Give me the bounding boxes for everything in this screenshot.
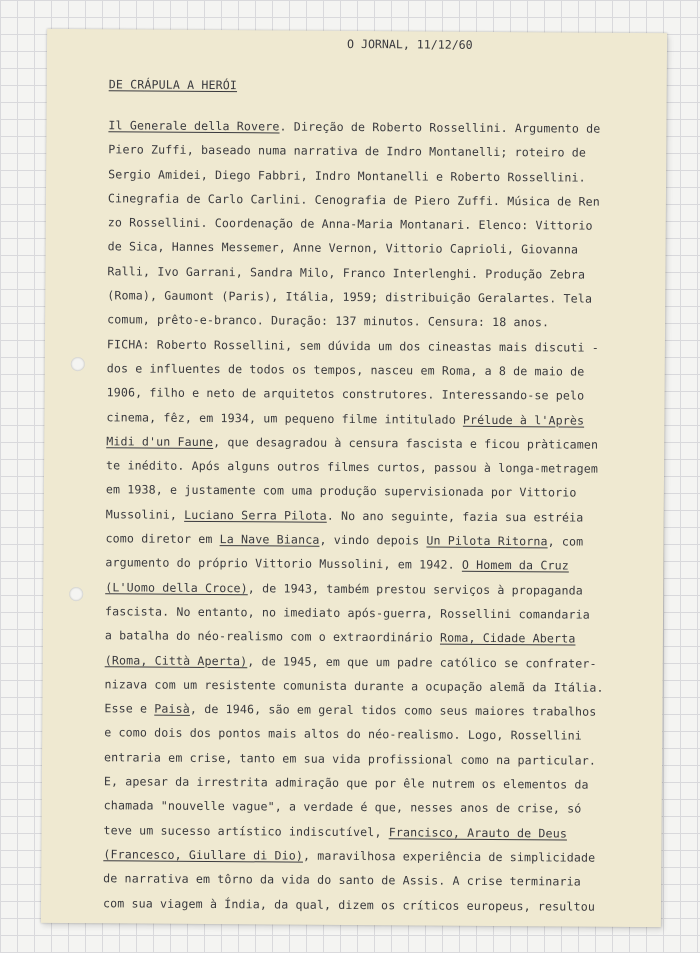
text-line: de narrativa em tôrno da vida do santo de Assis. A crise terminaria (103, 871, 581, 889)
text-span: argumento do próprio Vittorio Mussolini, em 1942. (105, 555, 462, 573)
text-line: Ralli, Ivo Garrani, Sandra Milo, Franco Interlenghi. Produção Zebra (107, 264, 586, 282)
text-line (106, 405, 658, 433)
text-line (103, 818, 655, 846)
text-line: em 1938, e justamente com uma produção supervisionada por Vittorio (105, 482, 577, 501)
text-line: E, apesar da irrestrita admiração que por êle nutrem os elementos da (103, 774, 589, 792)
film-title: O Homem da Cruz (461, 558, 569, 573)
text-line: 1906, filho e neto de arquitetos construtores. Interessando-se pelo (106, 385, 585, 403)
text-line (105, 575, 657, 603)
text-line (105, 648, 657, 676)
text-line: zo Rossellini. Coordenação de Anna-Maria Montanari. Elenco: Vittorio (107, 215, 593, 233)
text-line: de Sica, Hannes Messemer, Anne Vernon, Vittorio Caprioli, Giovanna (107, 239, 579, 258)
text-span: teve um sucesso artístico indiscutível, (103, 822, 389, 839)
text-span: como diretor em (105, 531, 220, 547)
text-span: a batalha do néo-realismo com o extraordinário (104, 628, 441, 645)
film-title: (L'Uomo della Croce) (105, 579, 248, 595)
text-line: chamada "nouvelle vague", a verdade é que, nesses anos de crise, só (103, 798, 582, 816)
title-text: DE CRÁPULA A HERÓI (108, 77, 238, 93)
text-span: . No ano seguinte, fazia sua estréia (326, 508, 584, 525)
film-title: Roma, Cidade Aberta (439, 630, 576, 646)
punch-hole (71, 357, 85, 371)
text-line: Sergio Amidei, Diego Fabbri, Indro Montanelli e Roberto Rossellini. (108, 166, 586, 185)
text-line: te inédito. Após alguns outros filmes curtos, passou à longa-metragem (106, 458, 599, 476)
film-title: Midi d'un Faune (106, 434, 214, 449)
source-date-header: O JORNAL, 11/12/60 (346, 36, 473, 52)
text-line: Cinegrafia de Carlo Carlini. Cenografia de Piero Zuffi. Música de Ren (107, 191, 600, 209)
text-span: , de 1943, também prestou serviços à propaganda (247, 580, 584, 598)
text-span: Mussolini, (105, 507, 185, 522)
text-line: FICHA: Roberto Rossellini, sem dúvida um dos cineastas mais discuti - (106, 336, 599, 355)
page-title (109, 77, 661, 95)
text-line: com sua viagem à Índia, da qual, dizem os críticos europeus, resultou (102, 895, 596, 914)
text-line (105, 623, 657, 651)
text-line: e como dois dos pontos mais altos do néo-realismo. Logo, Rossellini (104, 725, 582, 744)
text-line: entraria em crise, tanto em sua vida profissional como na particular. (103, 749, 597, 768)
text-span: , com (547, 534, 584, 549)
text-span: , maravilhosa experiência de simplicidade (302, 848, 596, 865)
film-title: (Francesco, Giullare di Dio) (103, 847, 304, 863)
film-title: Francisco, Arauto de Deus (388, 824, 568, 841)
text-span: , vindo depois (319, 532, 427, 548)
text-span: . Direção de Roberto Rossellini. Argumento de (279, 119, 601, 136)
text-span: , que desagradou à censura fascista e ficou pràticamen (213, 434, 599, 452)
text-span: Esse e (104, 701, 155, 716)
film-title: Un Pilota Ritorna (426, 533, 548, 549)
typewritten-page (41, 29, 667, 927)
film-title: Prélude à l'Après (462, 412, 585, 428)
text-line: (Roma), Gaumont (Paris), Itália, 1959; distribuição Geralartes. Tela (107, 288, 593, 306)
text-line (105, 551, 657, 579)
film-title: Paisà (154, 701, 191, 716)
text-line: dos e influentes de todos os tempos, nasceu em Roma, a 8 de maio de (106, 361, 585, 379)
text-line: fascista. No entanto, no imediato após-guerra, Rossellini comandaria (105, 604, 590, 622)
film-title: (Roma, Città Aperta) (104, 652, 248, 668)
text-line: nizava com um resistente comunista durante a ocupação alemã da Itália. (104, 677, 604, 695)
article-body (103, 113, 661, 919)
text-span: cinema, fêz, em 1934, um pequeno filme intitulado (106, 409, 463, 427)
text-span: , de 1946, são em geral tidos como seus maiores trabalhos (189, 701, 597, 719)
film-title: Il Generale della Rovere (108, 118, 280, 134)
text-line: Piero Zuffi, baseado numa narrativa de Indro Montanelli; roteiro de (108, 142, 587, 160)
film-title: La Nave Bianca (219, 532, 320, 547)
text-line: comum, prêto-e-branco. Duração: 137 minutos. Censura: 18 anos. (107, 312, 550, 330)
punch-hole (69, 587, 83, 601)
film-title: Luciano Serra Pilota (184, 507, 327, 523)
text-span: , de 1945, em que um padre católico se confrater- (247, 653, 597, 671)
